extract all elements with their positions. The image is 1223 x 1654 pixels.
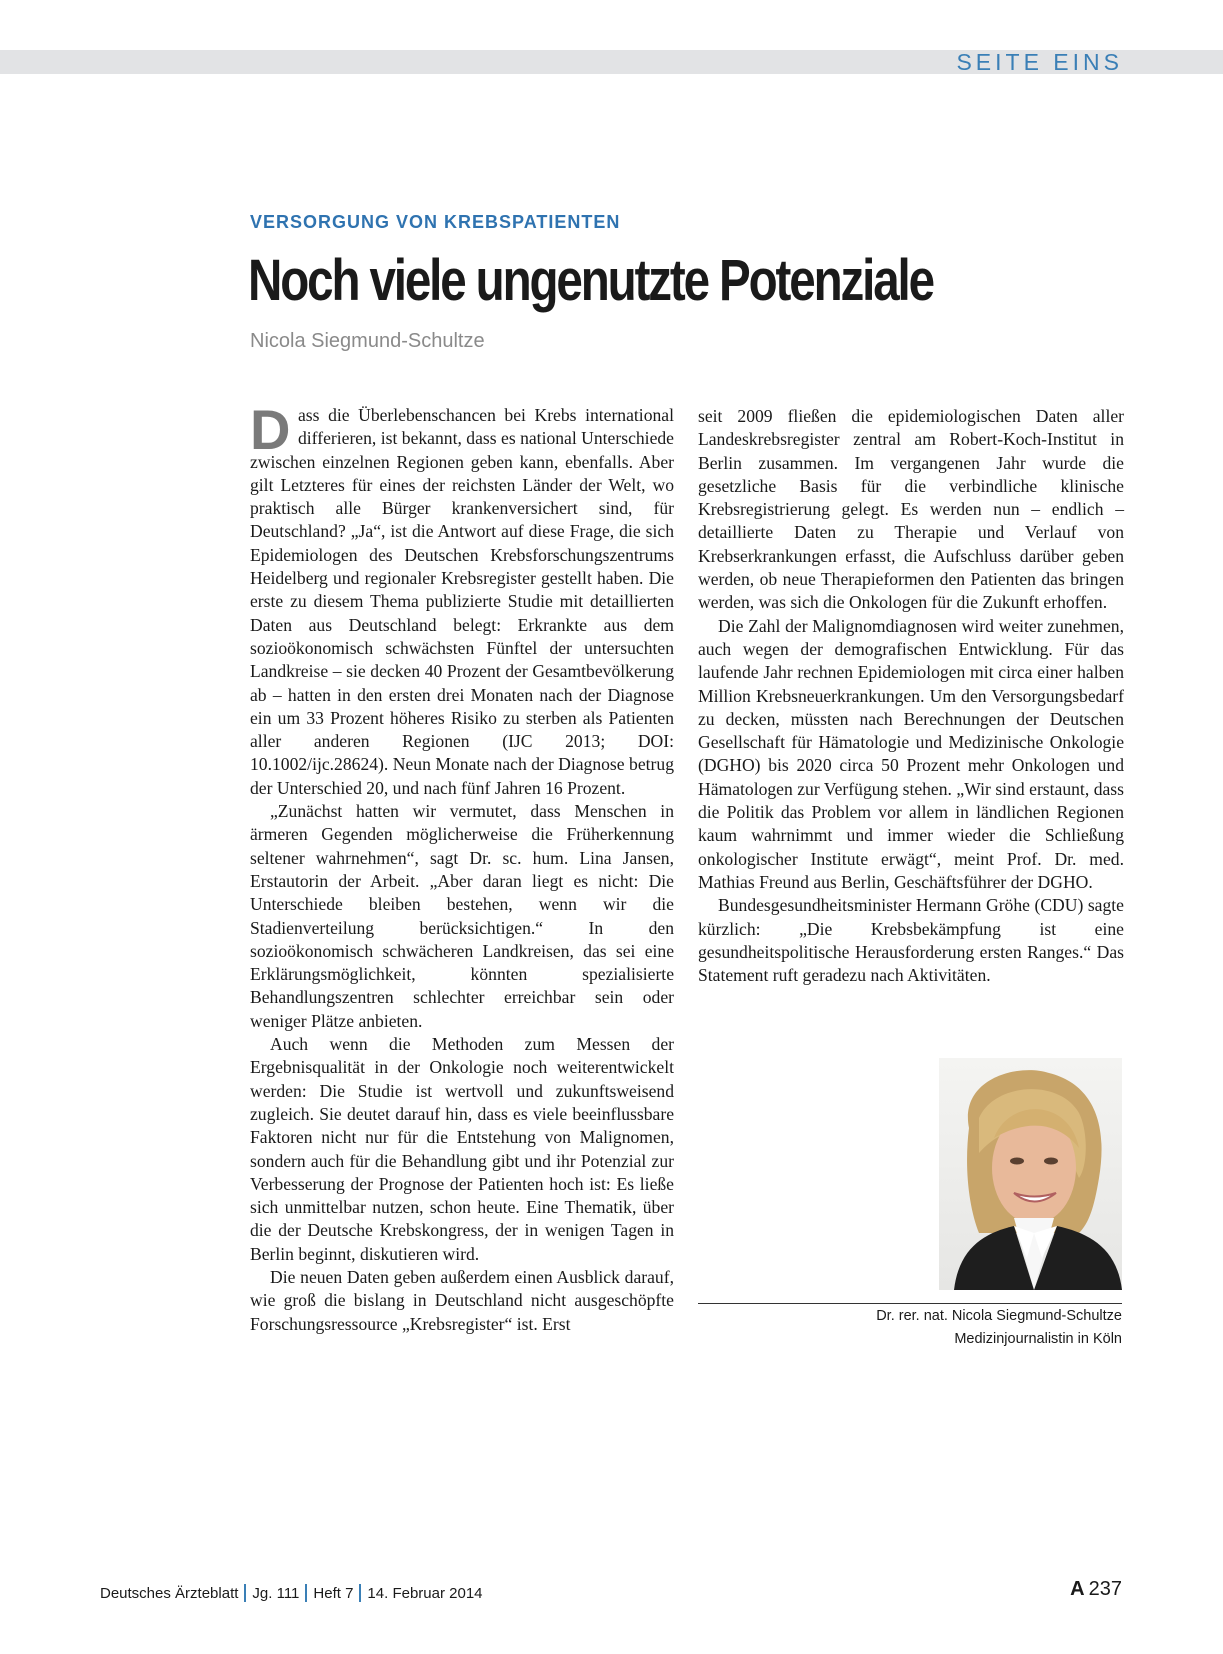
page-footer: [100, 1584, 483, 1602]
caption-divider: [698, 1303, 1122, 1304]
paragraph: Die neuen Daten geben außerdem einen Ausblick darauf, wie groß die bislang in Deutschland nicht ausgeschöpfte Forschungsressource „Krebsregister“ ist. Erst: [250, 1266, 674, 1334]
journal-date: 14. Februar 2014: [367, 1584, 483, 1602]
paragraph: „Zunächst hatten wir vermutet, dass Menschen in ärmeren Gegenden möglicherweise die Früherkennung seltener wahrnehmen“, sagt Dr. sc. hum. Lina Jansen, Erstautorin der Arbeit. „Aber daran liegt es nicht: Die Unterschiede bleiben bestehen, wenn wir die Stadienverteilung berücksichtigen.“ In den sozioökonomisch schwächeren Landkreisen, das sei eine Erklärungsmöglichkeit, könnten spezialisierte Behandlungszentren schlechter erreichbar sein oder weniger Plätze anbieten.: [250, 801, 674, 1031]
paragraph: seit 2009 fließen die epidemiologischen Daten aller Landeskrebsregister zentral am Robert-Koch-Institut in Berlin zusammen. Im vergangenen Jahr wurde die gesetzliche Basis für die verbindliche klinische Krebsregistrierung gelegt. Es werden nun – endlich – detaillierte Daten zu Therapie und Verlauf von Krebserkrankungen erfasst, die Aufschluss darüber geben werden, ob neue Therapieformen den Patienten das bringen werden, was sich die Onkologen für die Zukunft erhoffen.: [698, 406, 1124, 613]
section-label: SEITE EINS: [956, 49, 1123, 75]
caption-name: Dr. rer. nat. Nicola Siegmund-Schultze: [876, 1308, 1122, 1324]
article-kicker: VERSORGUNG VON KREBSPATIENTEN: [250, 212, 621, 232]
author-photo: [939, 1058, 1122, 1290]
paragraph: Bundesgesundheitsminister Hermann Gröhe (CDU) sagte kürzlich: „Die Krebsbekämpfung ist eine gesundheitspolitische Herausforderung ersten Ranges.“ Das Statement ruft geradezu nach Aktivitäten.: [698, 895, 1124, 986]
paragraph: Auch wenn die Methoden zum Messen der Ergebnisqualität in der Onkologie noch weiterentwickelt werden: Die Studie ist wertvoll und zukunftsweisend zugleich. Sie deutet darauf hin, dass es viele beeinflussbare Faktoren nicht nur für die Entstehung von Malignomen, sondern auch für die Behandlung gibt und ihr Potenzial zur Verbesserung der Prognose der Patienten hoch ist: Es ließe sich unmittelbar nutzen, schon heute. Eine Thematik, über die der Deutsche Krebskongress, der in wenigen Tagen in Berlin beginnt, diskutieren wird.: [250, 1034, 674, 1264]
paragraph: Die Zahl der Malignomdiagnosen wird weiter zunehmen, auch wegen der demografischen Entwicklung. Für das laufende Jahr rechnen Epidemiologen mit circa einer halben Million Krebsneuerkrankungen. Um den Versorgungsbedarf zu decken, müssten nach Berechnungen der Deutschen Gesellschaft für Hämatologie und Medizinische Onkologie (DGHO) bis 2020 circa 50 Prozent mehr Onkologen und Hämatologen zur Verfügung stehen. „Wir sind erstaunt, dass die Politik das Problem vor allem in ländlichen Regionen kaum wahrnimmt und immer wieder die Schließung onkologischer Institute erwägt“, meint Prof. Dr. med. Mathias Freund aus Berlin, Geschäftsführer der DGHO.: [698, 615, 1124, 892]
photo-caption: [876, 1305, 1122, 1351]
footer-separator: [305, 1584, 307, 1602]
article-column-left: [250, 398, 674, 1336]
journal-name: Deutsches Ärzteblatt: [100, 1584, 239, 1602]
paragraph: Dass die Überlebenschancen bei Krebs international differieren, ist bekannt, dass es national Unterschiede zwischen einzelnen Regionen geben kann, ebenfalls. Aber gilt Letzteres für eines der reichsten Länder der Welt, wo praktisch alle Bürger krankenversichert sind, für Deutschland? „Ja“, ist die Antwort auf diese Frage, die sich Epidemiologen des Deutschen Krebsforschungszentrums Heidelberg und regionaler Krebsregister gestellt haben. Die erste zu diesem Thema publizierte Studie mit detaillierten Daten aus Deutschland belegt: Erkrankte aus dem sozioökonomisch schwächsten Fünftel der untersuchten Landkreise – sie decken 40 Prozent der Gesamtbevölkerung ab – hatten in den ersten drei Monaten nach der Diagnose ein um 33 Prozent höheres Risiko zu sterben als Patienten aller anderen Regionen (IJC 2013; DOI: 10.1002/ijc.28624). Neun Monate nach der Diagnose betrug der Unterschied 20, und nach fünf Jahren 16 Prozent.: [250, 398, 674, 798]
caption-role: Medizinjournalistin in Köln: [954, 1331, 1122, 1347]
page-prefix: A: [1070, 1578, 1085, 1600]
journal-issue: Heft 7: [313, 1584, 354, 1602]
article-column-right: [698, 405, 1124, 987]
page-number: [1070, 1578, 1122, 1601]
article-author: Nicola Siegmund-Schultze: [250, 330, 485, 352]
article-title: Noch viele ungenutzte Potenziale: [248, 248, 933, 313]
page-number-value: 237: [1088, 1578, 1122, 1600]
journal-volume: Jg. 111: [252, 1584, 300, 1602]
footer-separator: [244, 1584, 246, 1602]
drop-cap: D: [250, 398, 291, 461]
footer-separator: [359, 1584, 361, 1602]
